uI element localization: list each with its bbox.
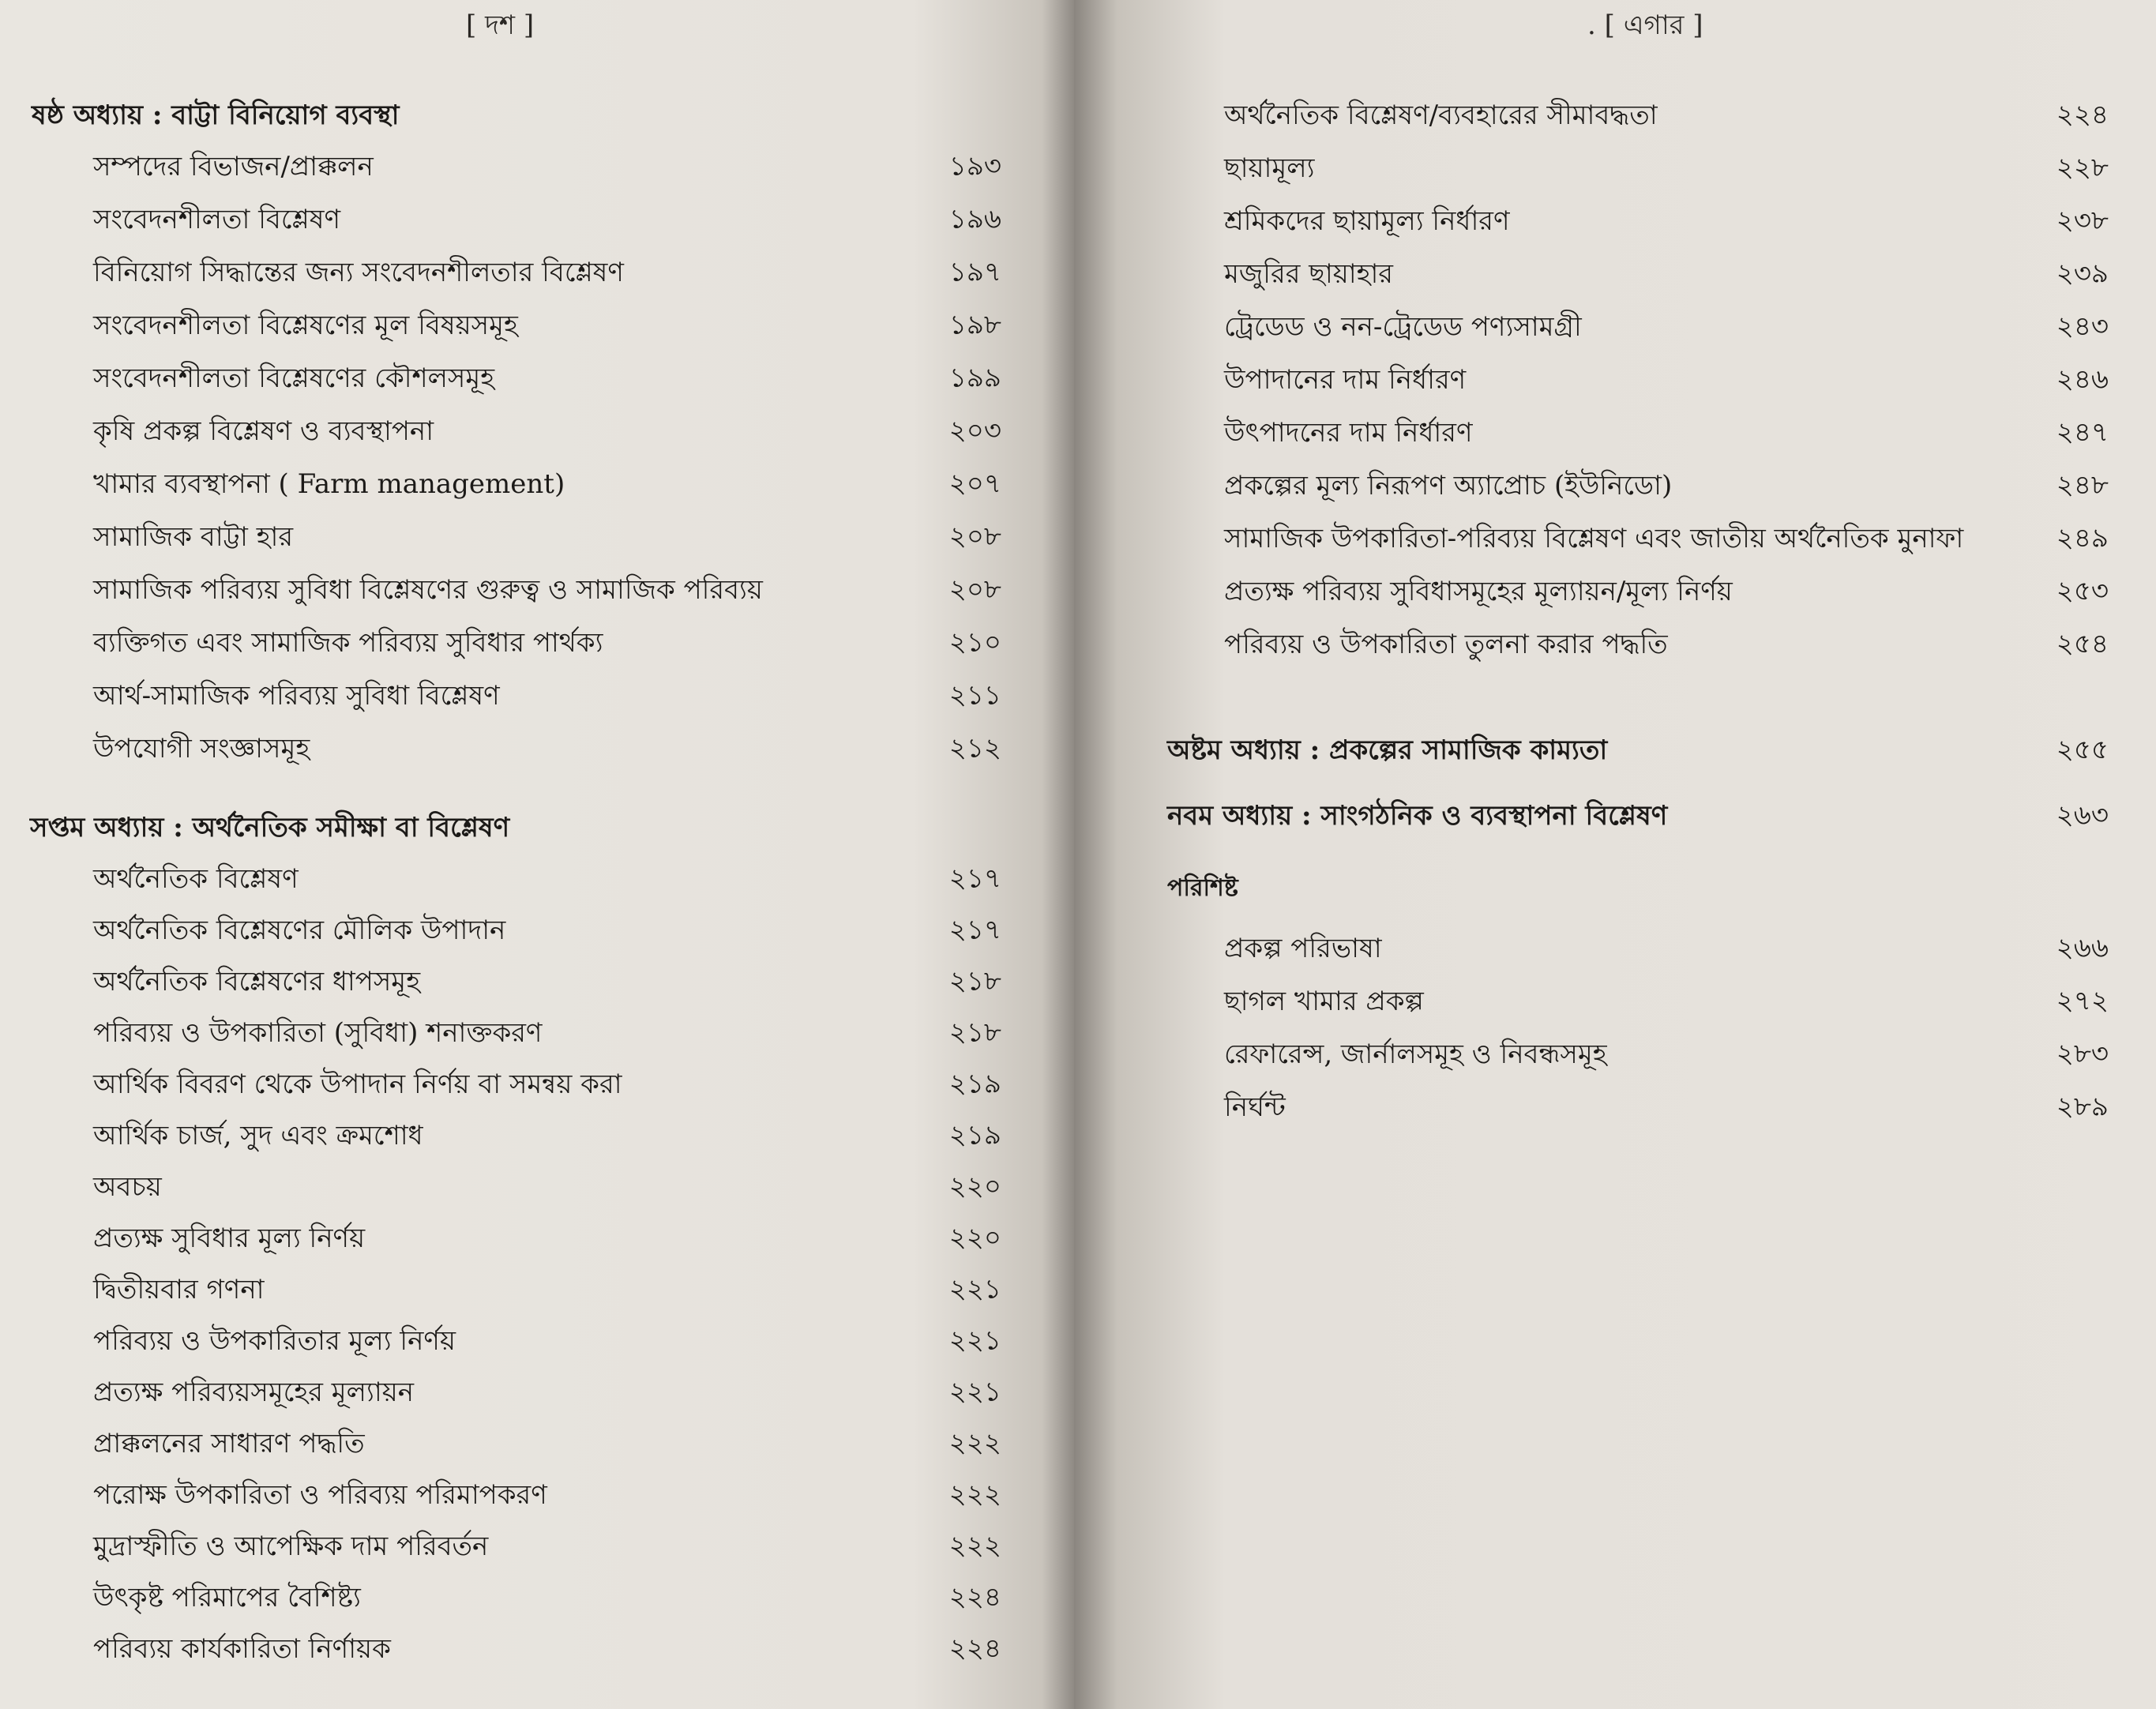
toc-entry-title: নির্ঘন্ট bbox=[1224, 1091, 1286, 1123]
toc-entry-title: আর্থিক বিবরণ থেকে উপাদান নির্ণয় বা সমন্বয় করা bbox=[93, 1068, 622, 1100]
toc-entry bbox=[93, 409, 1001, 456]
toc-entry bbox=[1224, 1032, 2109, 1080]
chapter-title: সপ্তম অধ্যায় : অর্থনৈতিক সমীক্ষা বা বিশ্লেষণ bbox=[30, 811, 510, 843]
toc-entry-title: পরিব্যয় কার্যকারিতা নির্ণায়ক bbox=[93, 1632, 391, 1665]
toc-entry bbox=[93, 1319, 1001, 1366]
toc-entry-title: উপযোগী সংজ্ঞাসমূহ bbox=[93, 732, 310, 764]
toc-entry-page: ২১৭ bbox=[948, 862, 1001, 895]
toc-entry bbox=[93, 1473, 1001, 1520]
toc-entry bbox=[93, 1062, 1001, 1110]
toc-entry-page: ২১৯ bbox=[948, 1068, 1001, 1100]
toc-entry-page: ২২৪ bbox=[2056, 99, 2109, 131]
toc-entry bbox=[1224, 305, 2109, 352]
toc-entry bbox=[93, 1165, 1001, 1212]
toc-entry-page: ২৪৮ bbox=[2056, 469, 2109, 501]
toc-entry-page: ২২৪ bbox=[948, 1581, 1001, 1613]
toc-entry-title: দ্বিতীয়বার গণনা bbox=[93, 1273, 265, 1305]
toc-entry-page: ২২২ bbox=[948, 1530, 1001, 1562]
toc-entry-title: অর্থনৈতিক বিশ্লেষণ bbox=[93, 862, 299, 895]
toc-entry bbox=[93, 621, 1001, 668]
toc-entry bbox=[1224, 252, 2109, 299]
toc-entry bbox=[93, 145, 1001, 192]
toc-entry-page: ২২১ bbox=[948, 1376, 1001, 1408]
chapter-page: ২৫৫ bbox=[2056, 734, 2109, 766]
chapter-title: অষ্টম অধ্যায় : প্রকল্পের সামাজিক কাম্যতা bbox=[1167, 734, 1608, 766]
toc-entry-page: ২৫৩ bbox=[2056, 575, 2109, 607]
toc-entry bbox=[93, 674, 1001, 721]
toc-entry-title: খামার ব্যবস্থাপনা ( Farm management) bbox=[93, 468, 565, 500]
toc-entry-page: ২১৮ bbox=[948, 1016, 1001, 1049]
toc-entry-page: ২১৯ bbox=[948, 1119, 1001, 1151]
toc-entry-title: অর্থনৈতিক বিশ্লেষণের ধাপসমূহ bbox=[93, 965, 421, 997]
toc-entry-page: ২৪৯ bbox=[2056, 522, 2109, 554]
toc-entry-title: অর্থনৈতিক বিশ্লেষণ/ব্যবহারের সীমাবদ্ধতা bbox=[1224, 99, 1658, 131]
toc-entry-page: ২১৭ bbox=[948, 914, 1001, 946]
toc-entry-title: প্রকল্পের মূল্য নিরূপণ অ্যাপ্রোচ (ইউনিডো) bbox=[1224, 469, 1673, 501]
chapter-heading bbox=[1167, 728, 2109, 776]
toc-entry-page: ২৭২ bbox=[2056, 985, 2109, 1017]
toc-entry-page: ২২৪ bbox=[948, 1632, 1001, 1665]
toc-entry-page: ১৯৬ bbox=[948, 203, 1001, 235]
toc-entry-page: ২৩৮ bbox=[2056, 205, 2109, 237]
toc-entry-title: ট্রেডেড ও নন-ট্রেডেড পণ্যসামগ্রী bbox=[1224, 310, 1582, 343]
left-page bbox=[0, 0, 1074, 1709]
toc-entry bbox=[1224, 464, 2109, 511]
toc-entry bbox=[93, 1268, 1001, 1315]
toc-entry-title: প্রত্যক্ষ পরিব্যয়সমূহের মূল্যায়ন bbox=[93, 1376, 415, 1408]
toc-entry bbox=[1224, 569, 2109, 617]
toc-entry bbox=[93, 1576, 1001, 1623]
toc-entry-title: উপাদানের দাম নির্ধারণ bbox=[1224, 363, 1467, 396]
toc-entry-page: ২২১ bbox=[948, 1324, 1001, 1357]
toc-entry-page: ২৪৩ bbox=[2056, 310, 2109, 343]
toc-entry-title: ছাগল খামার প্রকল্প bbox=[1224, 985, 1424, 1017]
toc-entry bbox=[93, 197, 1001, 245]
appendix-heading bbox=[1167, 865, 1641, 912]
toc-entry-page: ১৯৮ bbox=[948, 309, 1001, 341]
toc-entry-page: ২২০ bbox=[948, 1170, 1001, 1203]
toc-entry-title: সংবেদনশীলতা বিশ্লেষণের কৌশলসমূহ bbox=[93, 362, 495, 394]
toc-entry-title: অর্থনৈতিক বিশ্লেষণের মৌলিক উপাদান bbox=[93, 914, 506, 946]
toc-entry-title: সংবেদনশীলতা বিশ্লেষণের মূল বিষয়সমূহ bbox=[93, 309, 518, 341]
toc-entry bbox=[93, 1114, 1001, 1161]
toc-entry-title: পরিব্যয় ও উপকারিতার মূল্য নির্ণয় bbox=[93, 1324, 456, 1357]
toc-entry-page: ২০৩ bbox=[948, 415, 1001, 447]
toc-entry-title: আর্থ-সামাজিক পরিব্যয় সুবিধা বিশ্লেষণ bbox=[93, 679, 500, 712]
toc-entry bbox=[1224, 93, 2109, 141]
chapter-title: নবম অধ্যায় : সাংগঠনিক ও ব্যবস্থাপনা বিশ্লেষণ bbox=[1167, 799, 1668, 832]
toc-entry-page: ২৮৩ bbox=[2056, 1038, 2109, 1070]
toc-entry-page: ১৯৯ bbox=[948, 362, 1001, 394]
toc-entry-page: ২২১ bbox=[948, 1273, 1001, 1305]
toc-entry-title: বিনিয়োগ সিদ্ধান্তের জন্য সংবেদনশীলতার বিশ্লেষণ bbox=[93, 256, 624, 288]
toc-entry-page: ২২৮ bbox=[2056, 152, 2109, 184]
toc-entry-page: ২৪৬ bbox=[2056, 363, 2109, 396]
toc-entry bbox=[1224, 516, 2109, 564]
toc-entry-page: ২২২ bbox=[948, 1427, 1001, 1459]
toc-entry bbox=[1224, 1085, 2109, 1132]
toc-entry-page: ১৯৭ bbox=[948, 256, 1001, 288]
toc-entry-title: পরিব্যয় ও উপকারিতা (সুবিধা) শনাক্তকরণ bbox=[93, 1016, 543, 1049]
toc-entry-page: ২২২ bbox=[948, 1478, 1001, 1511]
toc-entry-page: ২৫৪ bbox=[2056, 628, 2109, 660]
toc-entry-title: ছায়ামূল্য bbox=[1224, 152, 1315, 184]
chapter-heading bbox=[1167, 794, 2109, 841]
toc-entry-title: উৎকৃষ্ট পরিমাপের বৈশিষ্ট্য bbox=[93, 1581, 361, 1613]
toc-entry bbox=[93, 727, 1001, 774]
toc-entry-title: মজুরির ছায়াহার bbox=[1224, 257, 1394, 290]
toc-entry-title: পরোক্ষ উপকারিতা ও পরিব্যয় পরিমাপকরণ bbox=[93, 1478, 547, 1511]
running-head-right: . [ এগার ] bbox=[1587, 9, 1703, 41]
toc-entry-title: উৎপাদনের দাম নির্ধারণ bbox=[1224, 416, 1473, 449]
toc-entry-title: আর্থিক চার্জ, সুদ এবং ক্রমশোধ bbox=[93, 1119, 423, 1151]
toc-entry-title: শ্রমিকদের ছায়ামূল্য নির্ধারণ bbox=[1224, 205, 1510, 237]
toc-entry-title: সামাজিক বাট্টা হার bbox=[93, 520, 294, 553]
running-head-left: [ দশ ] bbox=[466, 9, 535, 41]
toc-entry-title: পরিব্যয় ও উপকারিতা তুলনা করার পদ্ধতি bbox=[1224, 628, 1668, 660]
toc-entry-page: ২০৮ bbox=[948, 573, 1001, 606]
toc-entry bbox=[1224, 622, 2109, 670]
chapter-heading bbox=[30, 806, 1009, 853]
toc-entry-title: ব্যক্তিগত এবং সামাজিক পরিব্যয় সুবিধার পার্থক্য bbox=[93, 626, 603, 659]
toc-entry-title: কৃষি প্রকল্প বিশ্লেষণ ও ব্যবস্থাপনা bbox=[93, 415, 434, 447]
toc-entry-title: প্রাক্কলনের সাধারণ পদ্ধতি bbox=[93, 1427, 365, 1459]
toc-entry-page: ২১০ bbox=[948, 626, 1001, 659]
toc-entry bbox=[1224, 926, 2109, 974]
toc-entry-title: মুদ্রাস্ফীতি ও আপেক্ষিক দাম পরিবর্তন bbox=[93, 1530, 489, 1562]
toc-entry bbox=[93, 1216, 1001, 1264]
toc-entry-title: প্রত্যক্ষ পরিব্যয় সুবিধাসমূহের মূল্যায়ন/মূল্য নির্ণয় bbox=[1224, 575, 1733, 607]
right-page bbox=[1074, 0, 2156, 1709]
toc-entry bbox=[93, 960, 1001, 1007]
toc-entry bbox=[93, 356, 1001, 404]
appendix-title: পরিশিষ্ট bbox=[1167, 873, 1238, 902]
toc-entry-title: অবচয় bbox=[93, 1170, 162, 1203]
toc-entry-page: ২৬৬ bbox=[2056, 932, 2109, 964]
toc-entry-page: ২১৮ bbox=[948, 965, 1001, 997]
toc-entry-page: ১৯৩ bbox=[948, 150, 1001, 182]
toc-entry-page: ২২০ bbox=[948, 1222, 1001, 1254]
toc-entry bbox=[93, 1524, 1001, 1572]
toc-entry bbox=[93, 1370, 1001, 1418]
toc-entry bbox=[1224, 358, 2109, 405]
toc-entry bbox=[1224, 146, 2109, 193]
toc-entry bbox=[93, 857, 1001, 904]
toc-entry-page: ২১১ bbox=[948, 679, 1001, 712]
toc-entry-page: ২৪৭ bbox=[2056, 416, 2109, 449]
chapter-heading bbox=[32, 93, 1011, 141]
toc-entry bbox=[1224, 199, 2109, 246]
toc-entry-title: সংবেদনশীলতা বিশ্লেষণ bbox=[93, 203, 341, 235]
toc-entry-page: ২৩৯ bbox=[2056, 257, 2109, 290]
toc-entry-title: সামাজিক উপকারিতা-পরিব্যয় বিশ্লেষণ এবং জাতীয় অর্থনৈতিক মুনাফা bbox=[1224, 522, 1964, 554]
chapter-page: ২৬৩ bbox=[2056, 799, 2109, 832]
toc-entry-title: রেফারেন্স, জার্নালসমূহ ও নিবন্ধসমূহ bbox=[1224, 1038, 1607, 1070]
toc-entry-title: প্রত্যক্ষ সুবিধার মূল্য নির্ণয় bbox=[93, 1222, 366, 1254]
toc-entry-page: ২১২ bbox=[948, 732, 1001, 764]
toc-entry-title: সামাজিক পরিব্যয় সুবিধা বিশ্লেষণের গুরুত্ব ও সামাজিক পরিব্যয় bbox=[93, 573, 763, 606]
toc-entry bbox=[93, 1627, 1001, 1674]
toc-entry bbox=[1224, 979, 2109, 1027]
toc-entry bbox=[93, 1011, 1001, 1058]
toc-entry bbox=[93, 568, 1001, 615]
toc-entry bbox=[93, 1422, 1001, 1469]
toc-entry bbox=[93, 303, 1001, 351]
toc-entry bbox=[93, 462, 1001, 509]
toc-entry-page: ২৮৯ bbox=[2056, 1091, 2109, 1123]
chapter-title: ষষ্ঠ অধ্যায় : বাট্টা বিনিয়োগ ব্যবস্থা bbox=[32, 99, 400, 131]
toc-entry-page: ২০৭ bbox=[948, 468, 1001, 500]
toc-entry bbox=[93, 250, 1001, 298]
toc-entry-page: ২০৮ bbox=[948, 520, 1001, 553]
toc-entry bbox=[93, 515, 1001, 562]
toc-entry bbox=[93, 908, 1001, 956]
toc-entry bbox=[1224, 411, 2109, 458]
toc-entry-title: সম্পদের বিভাজন/প্রাক্কলন bbox=[93, 150, 374, 182]
toc-entry-title: প্রকল্প পরিভাষা bbox=[1224, 932, 1382, 964]
